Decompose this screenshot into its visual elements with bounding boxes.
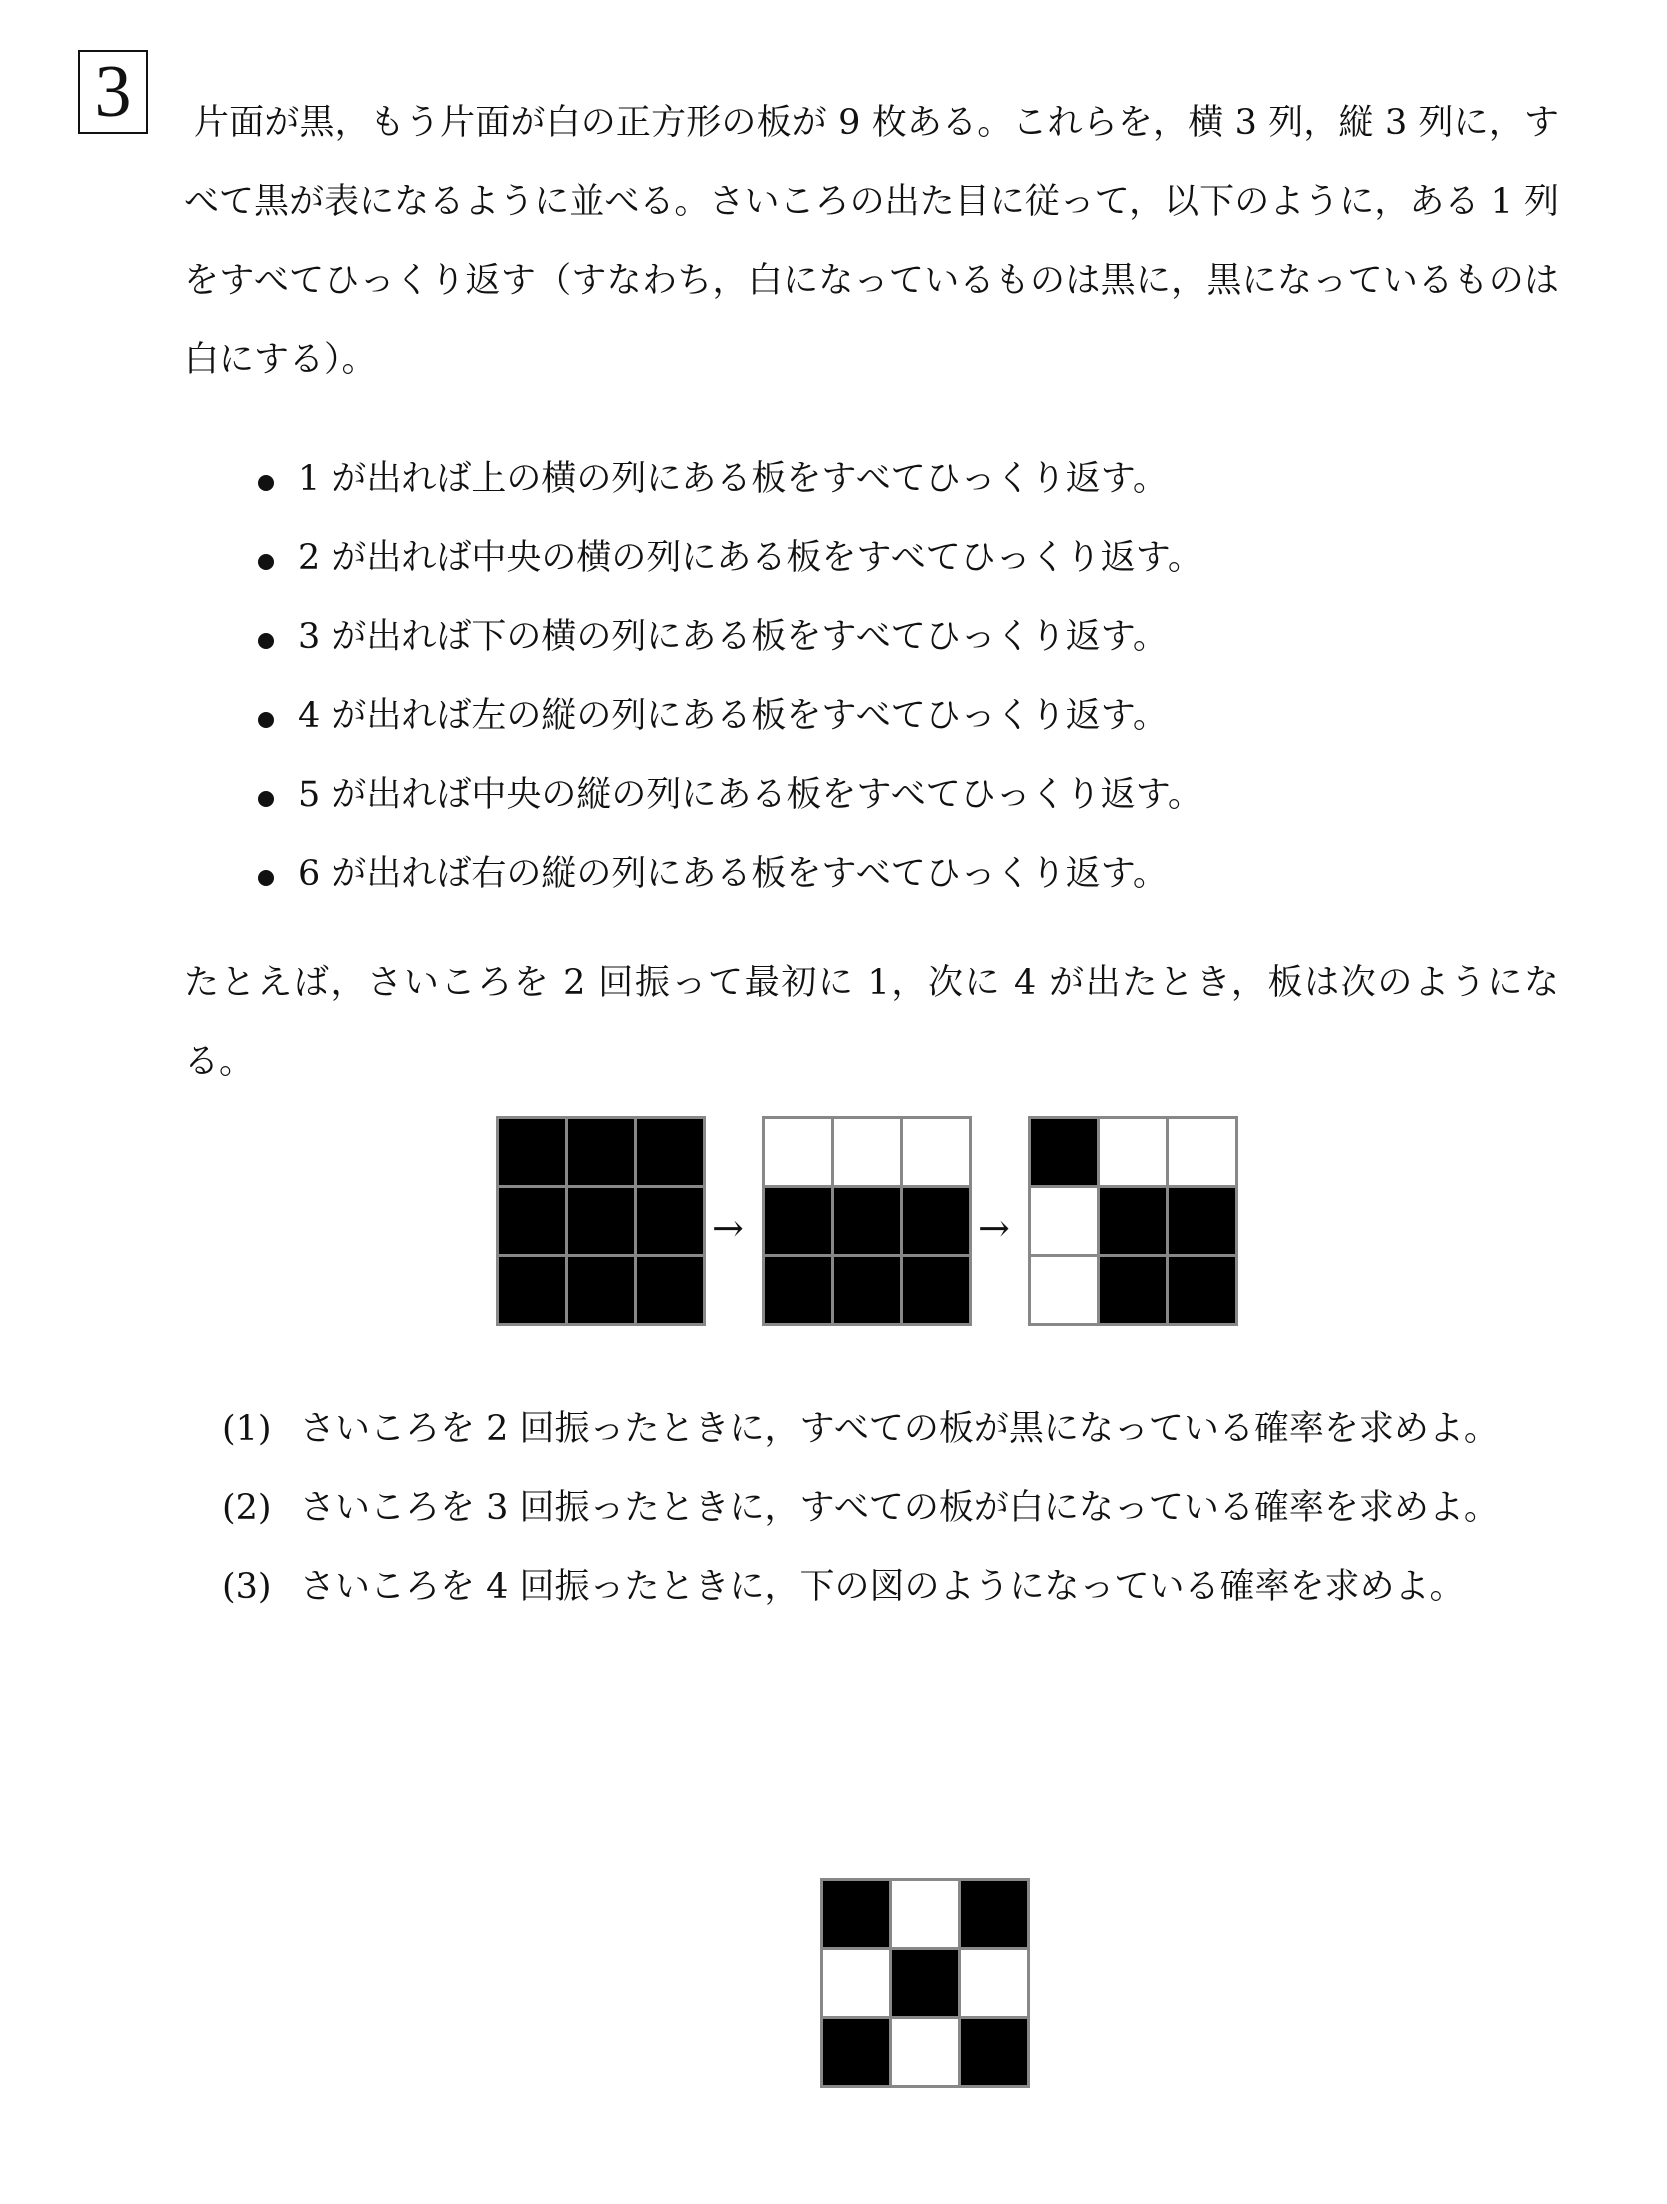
board-cell-r3c2 xyxy=(1100,1257,1166,1323)
board-cell-r3c2 xyxy=(834,1257,900,1323)
question-2 xyxy=(222,1469,1562,1548)
board-cell-r1c1 xyxy=(1031,1119,1097,1185)
rule-text: 6 が出れば右の縦の列にある板をすべてひっくり返す。 xyxy=(298,854,1168,894)
board-cell-r3c3 xyxy=(637,1257,703,1323)
rule-text: 5 が出れば中央の縦の列にある板をすべてひっくり返す。 xyxy=(298,775,1203,815)
board-cell-r3c3 xyxy=(1169,1257,1235,1323)
bullet-icon xyxy=(258,633,274,649)
question-text: さいころを 2 回振ったときに，すべての板が黒になっている確率を求めよ。 xyxy=(300,1409,1499,1449)
board-cell-r2c2 xyxy=(1100,1188,1166,1254)
board-cell-r1c2 xyxy=(892,1881,958,1947)
board-after-roll-4 xyxy=(1028,1116,1238,1326)
board-cell-r2c1 xyxy=(765,1188,831,1254)
bullet-icon xyxy=(258,554,274,570)
bullet-icon xyxy=(258,712,274,728)
board-cell-r1c3 xyxy=(637,1119,703,1185)
board-cell-r3c1 xyxy=(823,2019,889,2085)
board-cell-r1c2 xyxy=(834,1119,900,1185)
board-cell-r3c1 xyxy=(765,1257,831,1323)
rule-text: 1 が出れば上の横の列にある板をすべてひっくり返す。 xyxy=(298,459,1168,499)
board-cell-r2c2 xyxy=(568,1188,634,1254)
right-arrow-icon: → xyxy=(712,1206,744,1250)
example-text: たとえば，さいころを 2 回振って最初に 1，次に 4 が出たとき，板は次のようになる。 xyxy=(184,963,1559,1082)
questions xyxy=(222,1390,1562,1627)
bullet-icon xyxy=(258,791,274,807)
board-initial xyxy=(496,1116,706,1326)
board-cell-r1c3 xyxy=(903,1119,969,1185)
rule-item xyxy=(258,677,1203,756)
question-text: さいころを 3 回振ったときに，すべての板が白になっている確率を求めよ。 xyxy=(300,1488,1499,1528)
rule-text: 4 が出れば左の縦の列にある板をすべてひっくり返す。 xyxy=(298,696,1168,736)
rule-item xyxy=(258,519,1203,598)
bullet-icon xyxy=(258,475,274,491)
board-cell-r2c1 xyxy=(823,1950,889,2016)
question-text: さいころを 4 回振ったときに，下の図のようになっている確率を求めよ。 xyxy=(300,1567,1465,1607)
board-cell-r1c2 xyxy=(568,1119,634,1185)
rules-list xyxy=(258,440,1203,914)
rule-item xyxy=(258,598,1203,677)
board-cell-r3c1 xyxy=(1031,1257,1097,1323)
board-cell-r1c3 xyxy=(961,1881,1027,1947)
board-cell-r1c1 xyxy=(499,1119,565,1185)
board-cell-r3c3 xyxy=(903,1257,969,1323)
problem-number: 3 xyxy=(78,50,148,134)
board-after-roll-1 xyxy=(762,1116,972,1326)
board-cell-r3c2 xyxy=(568,1257,634,1323)
board-cell-r2c1 xyxy=(499,1188,565,1254)
board-cell-r3c2 xyxy=(892,2019,958,2085)
board-cell-r2c1 xyxy=(1031,1188,1097,1254)
rule-item xyxy=(258,440,1203,519)
board-cell-r2c3 xyxy=(961,1950,1027,2016)
question-number: (1) xyxy=(222,1409,272,1449)
board-cell-r2c2 xyxy=(834,1188,900,1254)
board-target xyxy=(820,1878,1030,2088)
bullet-icon xyxy=(258,870,274,886)
board-cell-r2c3 xyxy=(1169,1188,1235,1254)
question-number: (2) xyxy=(222,1488,272,1528)
board-cell-r2c2 xyxy=(892,1950,958,2016)
rule-item xyxy=(258,756,1203,835)
question-1 xyxy=(222,1390,1562,1469)
board-cell-r3c3 xyxy=(961,2019,1027,2085)
board-cell-r3c1 xyxy=(499,1257,565,1323)
right-arrow-icon: → xyxy=(978,1206,1010,1250)
board-cell-r1c1 xyxy=(765,1119,831,1185)
board-cell-r1c2 xyxy=(1100,1119,1166,1185)
board-cell-r1c3 xyxy=(1169,1119,1235,1185)
question-3 xyxy=(222,1548,1562,1627)
problem-intro: 片面が黒，もう片面が白の正方形の板が 9 枚ある。これらを，横 3 列，縦 3 列に，すべて黒が表になるように並べる。さいころの出た目に従って，以下のように，ある 1 列をすべてひっくり返す（すなわち，白になっているものは黒に，黒になっているものは白にする）。 xyxy=(184,103,1559,380)
question-number: (3) xyxy=(222,1567,272,1607)
rule-text: 2 が出れば中央の横の列にある板をすべてひっくり返す。 xyxy=(298,538,1203,578)
board-cell-r2c3 xyxy=(637,1188,703,1254)
rule-text: 3 が出れば下の横の列にある板をすべてひっくり返す。 xyxy=(298,617,1168,657)
rule-item xyxy=(258,835,1203,914)
board-cell-r2c3 xyxy=(903,1188,969,1254)
board-cell-r1c1 xyxy=(823,1881,889,1947)
